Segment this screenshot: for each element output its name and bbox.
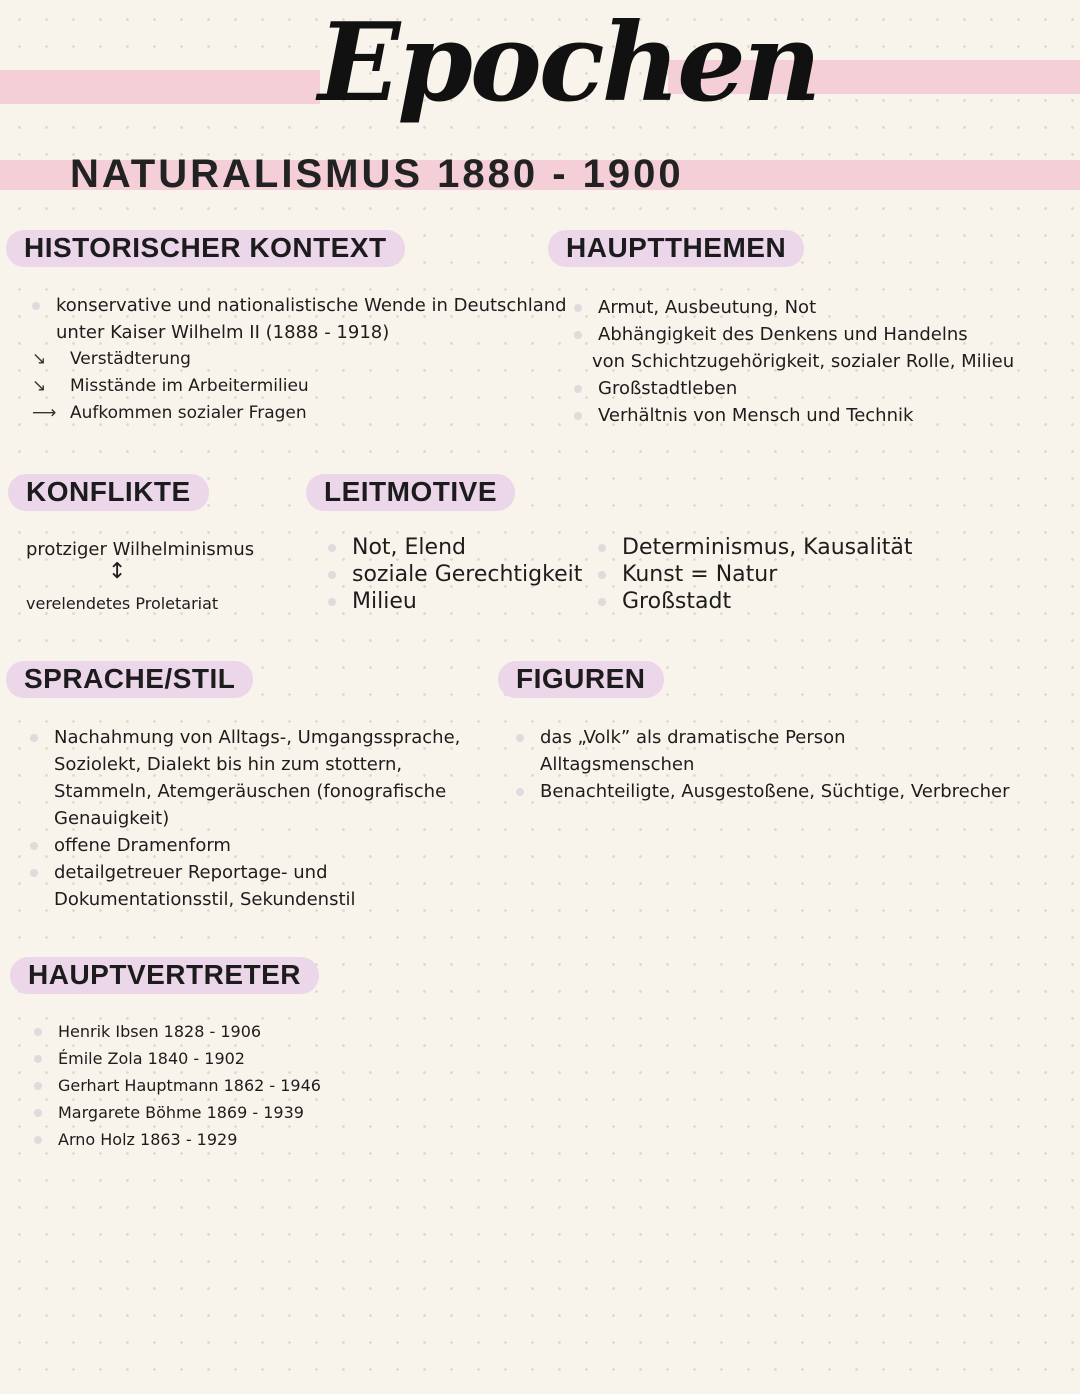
line: Nachahmung von Alltags-, Umgangssprache, <box>54 727 461 748</box>
list-item: Armut, Ausbeutung, Not <box>574 294 1014 321</box>
kontext-arrow-item <box>32 373 309 400</box>
kontext-line-1: konservative und nationalistische Wende in Deutschland <box>56 295 567 316</box>
historischer-kontext-list <box>32 292 567 346</box>
leitmotive-list-1 <box>328 534 582 615</box>
page-subtitle: NATURALISMUS 1880 - 1900 <box>70 152 684 196</box>
list-item: Gerhart Hauptmann 1862 - 1946 <box>34 1072 321 1099</box>
section-heading-historischer-kontext: HISTORISCHER KONTEXT <box>6 230 405 267</box>
section-heading-hauptthemen: HAUPTTHEMEN <box>548 230 804 267</box>
arrow-right-icon: ⟶ <box>32 403 57 423</box>
sprache-stil-list <box>30 724 460 913</box>
list-item: Margarete Böhme 1869 - 1939 <box>34 1099 321 1126</box>
arrow-down-right-icon: ↘ <box>32 349 47 369</box>
list-item: Determinismus, Kausalität <box>598 534 913 561</box>
list-item: Émile Zola 1840 - 1902 <box>34 1045 321 1072</box>
list-item: Henrik Ibsen 1828 - 1906 <box>34 1018 321 1045</box>
list-item: von Schichtzugehörigkeit, sozialer Rolle, Milieu <box>592 351 1015 372</box>
section-heading-sprache-stil: SPRACHE/STIL <box>6 661 253 698</box>
arrow-item-text: Misstände im Arbeitermilieu <box>70 376 309 396</box>
hauptvertreter-list <box>34 1018 321 1153</box>
list-item: Kunst = Natur <box>598 561 913 588</box>
list-item: Großstadt <box>598 588 913 615</box>
hauptthemen-list <box>574 294 1014 429</box>
page-title: Epochen <box>318 0 819 126</box>
list-item: Milieu <box>328 588 582 615</box>
arrow-down-right-icon: ↘ <box>32 376 47 396</box>
figuren-list <box>516 724 1010 805</box>
line: Soziolekt, Dialekt bis hin zum stottern, <box>54 754 403 775</box>
list-item <box>32 292 567 346</box>
list-item: soziale Gerechtigkeit <box>328 561 582 588</box>
list-item: Großstadtleben <box>574 375 1014 402</box>
line: offene Dramenform <box>54 835 231 856</box>
line: Alltagsmenschen <box>540 754 695 775</box>
list-item <box>30 832 460 859</box>
line: Stammeln, Atemgeräuschen (fonografische <box>54 781 447 802</box>
line: detailgetreuer Reportage- und <box>54 862 328 883</box>
double-arrow-icon: ↕ <box>108 559 127 584</box>
list-item: Not, Elend <box>328 534 582 561</box>
line: Benachteiligte, Ausgestoßene, Süchtige, Verbrecher <box>540 781 1010 802</box>
konflikt-bottom: verelendetes Proletariat <box>26 594 219 613</box>
list-item: Verhältnis von Mensch und Technik <box>574 402 1014 429</box>
konflikt-top: protziger Wilhelminismus <box>26 539 255 560</box>
kontext-arrow-item <box>32 400 307 427</box>
highlight-stripe-left <box>0 70 320 104</box>
list-item: Arno Holz 1863 - 1929 <box>34 1126 321 1153</box>
section-heading-hauptvertreter: HAUPTVERTRETER <box>10 957 319 994</box>
kontext-line-2: unter Kaiser Wilhelm II (1888 - 1918) <box>56 322 390 343</box>
line: Dokumentationsstil, Sekundenstil <box>54 889 356 910</box>
list-item <box>516 724 1010 778</box>
section-heading-figuren: FIGUREN <box>498 661 664 698</box>
leitmotive-list-2 <box>598 534 913 615</box>
list-item <box>30 724 460 832</box>
list-item <box>516 778 1010 805</box>
line: Genauigkeit) <box>54 808 170 829</box>
arrow-item-text: Verstädterung <box>70 349 191 369</box>
list-item: Abhängigkeit des Denkens und Handelns <box>574 321 1014 348</box>
arrow-item-text: Aufkommen sozialer Fragen <box>70 403 307 423</box>
line: das „Volk” als dramatische Person <box>540 727 846 748</box>
kontext-arrow-item <box>32 346 191 373</box>
section-heading-konflikte: KONFLIKTE <box>8 474 209 511</box>
list-item <box>30 859 460 913</box>
section-heading-leitmotive: LEITMOTIVE <box>306 474 515 511</box>
